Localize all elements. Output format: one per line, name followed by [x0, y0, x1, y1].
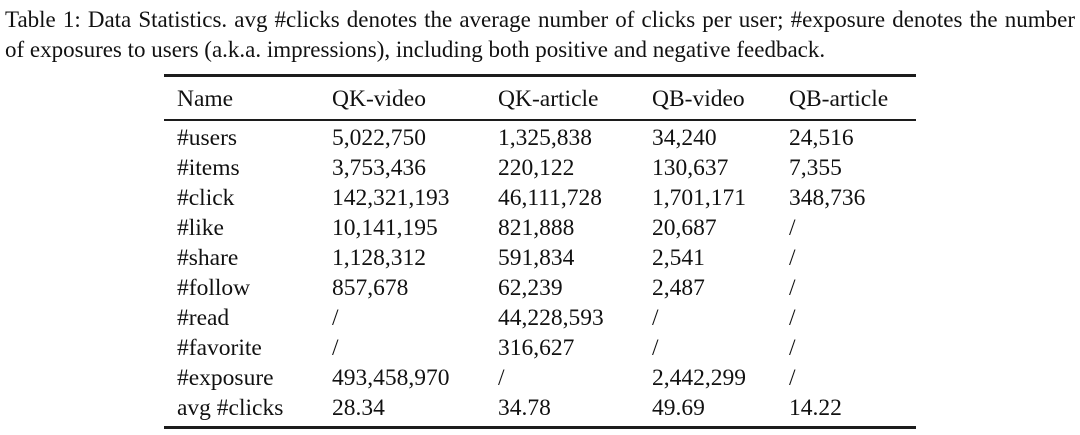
table-cell: 2,487 [652, 275, 705, 301]
table-cell: 857,678 [332, 275, 409, 301]
table-cell: 7,355 [789, 155, 842, 181]
table-cell: 3,753,436 [332, 155, 426, 181]
row-label: avg #clicks [177, 395, 284, 421]
table-cell: 20,687 [652, 215, 717, 241]
table-cell: / [789, 305, 796, 331]
table-caption: Table 1: Data Statistics. avg #clicks denotes the average number of clicks per user; #exposure denotes the number of exposures to users (a.k.a. impressions), including both positive and negative feedback. [5, 7, 1075, 62]
table-row [164, 183, 916, 213]
row-label: #like [177, 215, 224, 241]
table-row [164, 333, 916, 363]
row-label: #share [177, 245, 239, 271]
column-header-name: Name [164, 76, 332, 121]
row-label: #follow [177, 275, 251, 301]
table-cell: / [789, 275, 796, 301]
table-cell: 14.22 [789, 395, 842, 421]
table-cell: / [652, 305, 659, 331]
data-statistics-table [164, 74, 916, 429]
table-cell: 493,458,970 [332, 365, 450, 391]
table-cell: / [789, 335, 796, 361]
table-cell: / [652, 335, 659, 361]
table-cell: 1,701,171 [652, 185, 746, 211]
table-cell: / [498, 365, 505, 391]
table-cell: 10,141,195 [332, 215, 438, 241]
table-cell: 591,834 [498, 245, 575, 271]
table-cell: 2,541 [652, 245, 705, 271]
table-row [164, 120, 916, 153]
table-cell: / [332, 305, 339, 331]
table-cell: 1,325,838 [498, 125, 592, 151]
table-cell: 348,736 [789, 185, 866, 211]
table-cell: 142,321,193 [332, 185, 450, 211]
table-cell: / [789, 215, 796, 241]
table-cell: 49.69 [652, 395, 705, 421]
table-row [164, 363, 916, 393]
table-cell: / [332, 335, 339, 361]
table-cell: 5,022,750 [332, 125, 426, 151]
table-cell: 46,111,728 [498, 185, 603, 211]
table-row [164, 153, 916, 183]
table-cell: 821,888 [498, 215, 575, 241]
table-cell: 2,442,299 [652, 365, 746, 391]
table-row [164, 393, 916, 428]
column-header-qb-article: QB-article [789, 76, 916, 121]
table-cell: / [789, 245, 796, 271]
column-header-qb-video: QB-video [652, 76, 789, 121]
table-cell: 24,516 [789, 125, 854, 151]
row-label: #items [177, 155, 240, 181]
column-header-qk-article: QK-article [498, 76, 652, 121]
table-row [164, 273, 916, 303]
table-cell: 220,122 [498, 155, 575, 181]
table-cell: 28.34 [332, 395, 385, 421]
table-row [164, 213, 916, 243]
table-cell: 44,228,593 [498, 305, 604, 331]
row-label: #favorite [177, 335, 262, 361]
table-cell: 62,239 [498, 275, 563, 301]
row-label: #exposure [177, 365, 274, 391]
table-cell: 1,128,312 [332, 245, 426, 271]
table-cell: 130,637 [652, 155, 729, 181]
table-row [164, 303, 916, 333]
row-label: #read [177, 305, 230, 331]
table-row [164, 243, 916, 273]
row-label: #users [177, 125, 238, 151]
table-cell: / [789, 365, 796, 391]
table-cell: 34.78 [498, 395, 551, 421]
row-label: #click [177, 185, 235, 211]
table-cell: 34,240 [652, 125, 717, 151]
header-row [164, 76, 916, 121]
table-cell: 316,627 [498, 335, 575, 361]
column-header-qk-video: QK-video [332, 76, 498, 121]
